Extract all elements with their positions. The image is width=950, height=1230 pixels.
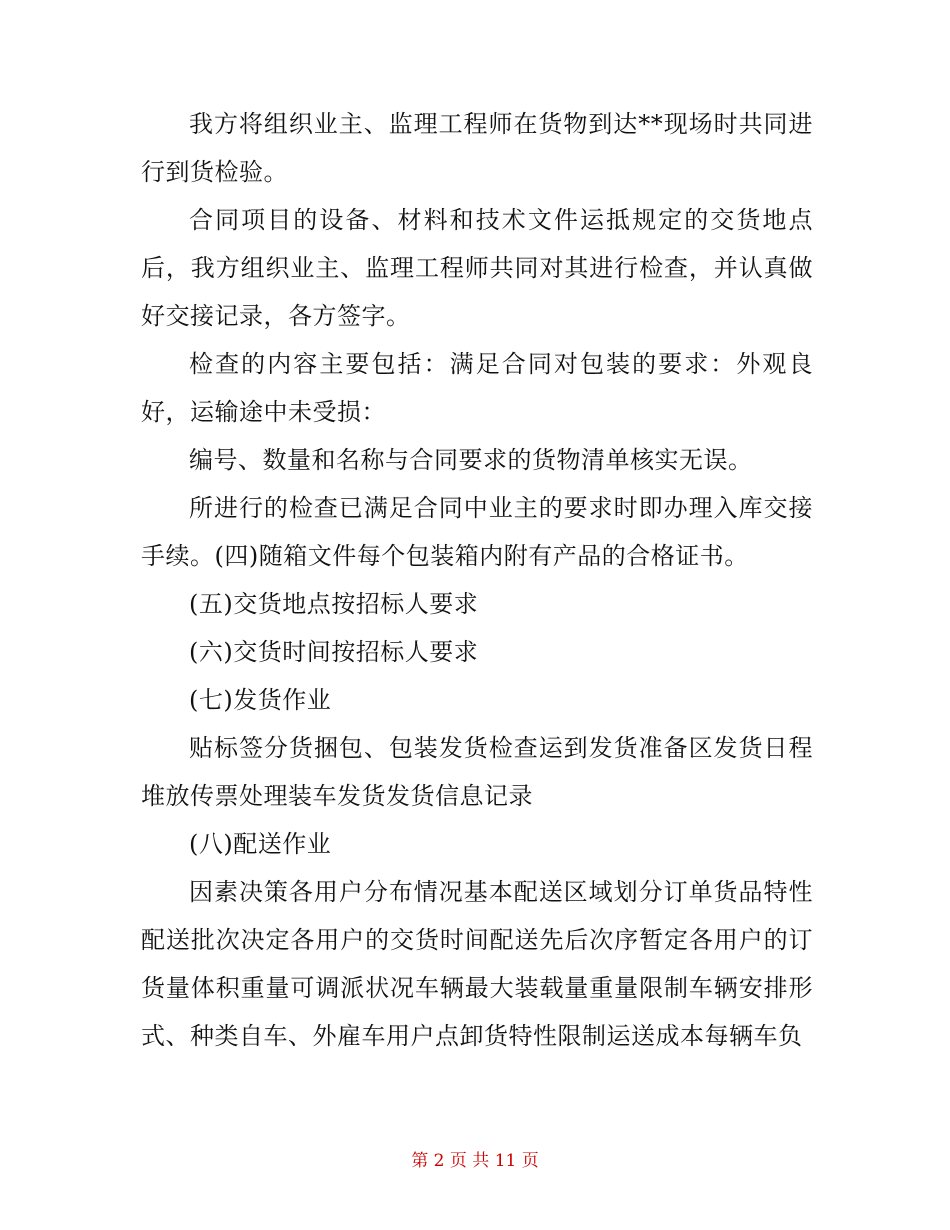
paragraph-shipping-steps: 贴标签分货捆包、包装发货检查运到发货准备区发货日程堆放传票处理装车发货发货信息记录 xyxy=(141,734,813,810)
paragraph-delivery-location: (五)交货地点按招标人要求 xyxy=(189,590,479,618)
page-number-footer: 第 2 页 共 11 页 xyxy=(411,1151,539,1171)
heading-shipping-operation: (七)发货作业 xyxy=(189,686,332,714)
paragraph-delivery-time: (六)交货时间按招标人要求 xyxy=(189,638,479,666)
paragraph-distribution-factors: 因素决策各用户分布情况基本配送区域划分订单货品特性配送批次决定各用户的交货时间配送先后次序暂定各用户的订货量体积重量可调派状况车辆最大装载量重量限制车辆安排形式、种类自车、外雇车用户点卸货特性限制运送成本每辆车负 xyxy=(141,878,813,1050)
paragraph-joint-inspection: 合同项目的设备、材料和技术文件运抵规定的交货地点后，我方组织业主、监理工程师共同对其进行检查，并认真做好交接记录，各方签字。 xyxy=(141,206,813,330)
document-body xyxy=(141,100,813,1060)
paragraph-warehouse-handover: 所进行的检查已满足合同中业主的要求时即办理入库交接手续。(四)随箱文件每个包装箱内附有产品的合格证书。 xyxy=(141,494,813,570)
paragraph-quantity-check: 编号、数量和名称与合同要求的货物清单核实无误。 xyxy=(189,446,753,474)
paragraph-inspection-content: 检查的内容主要包括：满足合同对包装的要求：外观良好，运输途中未受损： xyxy=(141,350,813,426)
heading-distribution-operation: (八)配送作业 xyxy=(189,830,332,858)
paragraph-inspection-arrival: 我方将组织业主、监理工程师在货物到达**现场时共同进行到货检验。 xyxy=(141,110,813,186)
